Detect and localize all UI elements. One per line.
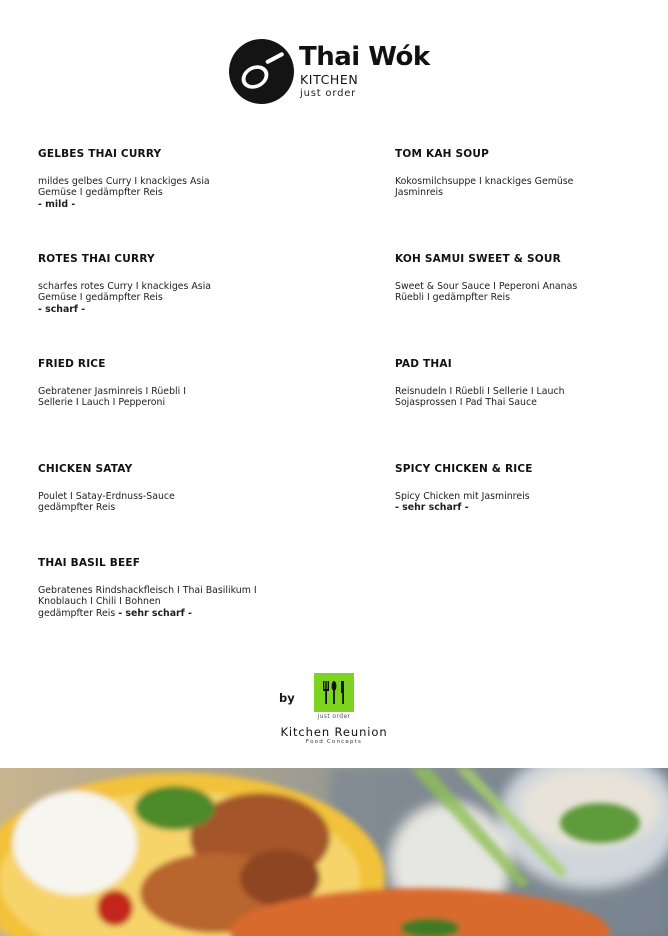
brand-logo <box>229 38 469 106</box>
partner-subtitle: Food Concepts <box>305 739 363 745</box>
menu-item-name: ROTES THAI CURRY <box>38 253 155 265</box>
menu-item-name: FRIED RICE <box>38 358 106 370</box>
description-line: mildes gelbes Curry I knackiges Asia <box>38 176 210 187</box>
spice-note: - sehr scharf - <box>395 502 469 514</box>
description-line: Knoblauch I Chili I Bohnen <box>38 596 161 608</box>
menu-item-tom-kah-soup <box>395 148 665 199</box>
description-line: Rüebli I gedämpfter Reis <box>395 292 510 304</box>
food-photo <box>0 768 668 936</box>
menu-item-description <box>38 176 308 210</box>
menu-item-description <box>395 386 665 409</box>
menu-item-spicy-chicken-rice <box>395 463 665 514</box>
menu-item-gelbes-thai-curry <box>38 148 308 210</box>
spice-note: - scharf - <box>38 303 86 315</box>
description-line: Gebratener Jasminreis I Rüebli I <box>38 386 186 397</box>
menu-item-name: CHICKEN SATAY <box>38 463 133 475</box>
brand-tagline: just order <box>300 88 357 99</box>
menu-item-description <box>38 281 308 315</box>
menu-item-description <box>38 585 308 619</box>
description-line: Gemüse I gedämpfter Reis <box>38 187 163 199</box>
description-text: gedämpfter Reis <box>38 607 116 619</box>
menu-item-description <box>38 491 308 514</box>
wok-logo-icon <box>229 39 294 104</box>
description-line: Sweet & Sour Sauce I Peperoni Ananas <box>395 281 578 292</box>
by-label: by <box>279 691 295 705</box>
menu-item-name: THAI BASIL BEEF <box>38 557 141 569</box>
menu-item-description <box>38 386 308 409</box>
description-line: Poulet I Satay-Erdnuss-Sauce <box>38 491 175 502</box>
description-line: Gemüse I gedämpfter Reis <box>38 292 163 304</box>
partner-tagline: just order <box>317 713 351 720</box>
menu-item-name: SPICY CHICKEN & RICE <box>395 463 533 475</box>
menu-item-name: TOM KAH SOUP <box>395 148 490 160</box>
menu-item-fried-rice <box>38 358 308 409</box>
menu-item-name: PAD THAI <box>395 358 452 370</box>
description-line: Sojasprossen I Pad Thai Sauce <box>395 397 537 409</box>
menu-item-description <box>395 491 665 514</box>
cutlery-icon <box>314 673 354 712</box>
menu-item-chicken-satay <box>38 463 308 514</box>
spice-note: - mild - <box>38 198 76 210</box>
menu-item-pad-thai <box>395 358 665 409</box>
spice-note: - sehr scharf - <box>118 607 192 619</box>
description-line: gedämpfter Reis <box>38 502 116 514</box>
description-line: Kokosmilchsuppe I knackiges Gemüse <box>395 176 574 187</box>
menu-item-koh-samui-sweet-sour <box>395 253 665 304</box>
description-line <box>38 608 308 619</box>
brand-title: Thai Wók <box>299 42 430 72</box>
description-line: Gebratenes Rindshackfleisch I Thai Basilikum I <box>38 585 257 596</box>
partner-name: Kitchen Reunion <box>280 725 388 739</box>
description-line: Jasminreis <box>395 187 443 199</box>
description-line: Sellerie I Lauch I Pepperoni <box>38 397 166 409</box>
menu-item-name: GELBES THAI CURRY <box>38 148 162 160</box>
description-line: Spicy Chicken mit Jasminreis <box>395 491 530 502</box>
menu-item-rotes-thai-curry <box>38 253 308 315</box>
menu-item-description <box>395 176 665 199</box>
brand-subtitle: KITCHEN <box>300 72 359 87</box>
description-line: Reisnudeln I Rüebli I Sellerie I Lauch <box>395 386 565 397</box>
menu-item-description <box>395 281 665 304</box>
menu-item-name: KOH SAMUI SWEET & SOUR <box>395 253 561 265</box>
description-line: scharfes rotes Curry I knackiges Asia <box>38 281 212 292</box>
menu-item-thai-basil-beef <box>38 557 308 619</box>
